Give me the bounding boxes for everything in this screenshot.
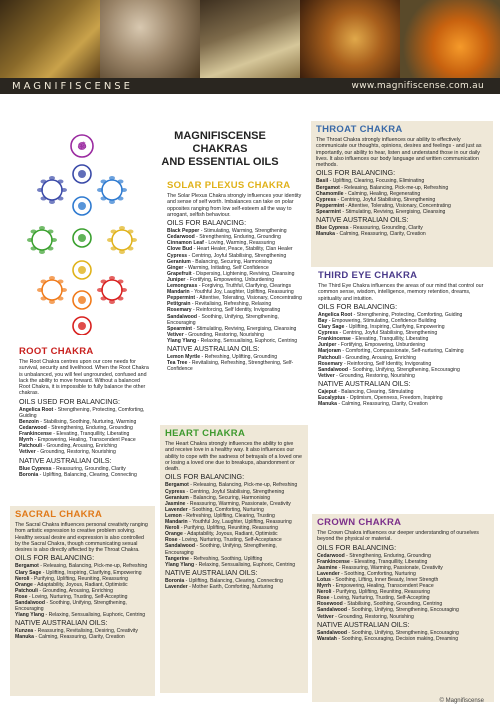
oil-properties: - Adaptability, Joyous, Radiant, Optimistic [32, 581, 128, 588]
oil-list-item [19, 449, 150, 455]
website-url[interactable]: www.magnifiscense.com.au [351, 81, 484, 91]
chakra-petal [57, 296, 63, 300]
oil-properties: - Empowering, Healing, Transcendent Peace [331, 583, 434, 590]
oil-properties: - Forgiving, Truthful, Clarifying, Clearings [197, 283, 291, 290]
oil-name: Neroli [15, 575, 30, 582]
throat-native-oils-heading: NATIVE AUSTRALIAN OILS: [316, 215, 409, 225]
oil-properties: - Centring, Joyful Stabilising, Strengthening [187, 252, 287, 259]
chakra-petal [41, 296, 47, 300]
oil-properties: - Reassuring, Revitalising, Desiring, Creativity [33, 628, 138, 635]
oil-name: Tea Tree [167, 360, 188, 367]
chakra-petal [37, 288, 43, 292]
oil-list-item [165, 562, 303, 568]
throat-oils-heading: OILS FOR BALANCING: [316, 168, 396, 178]
chakra-petal [27, 238, 33, 242]
oil-name: Clove Bud [167, 246, 193, 253]
oil-properties: - Adaptability, Joyous, Radiant, Optimistic [182, 531, 278, 538]
throat-chakra-section [311, 121, 493, 267]
chakra-petal [117, 196, 123, 200]
third-chakra-description: The Third Eye Chakra influences the areas of our mind that control our common sense, wisdom, intelligence, memory retention, dreams, spirituality and intuition. [318, 283, 484, 302]
brand-bar [0, 78, 500, 94]
oil-properties: - Dispersing, Lightening, Reviving, Cleansing [191, 270, 295, 277]
chakra-petal [51, 238, 57, 242]
oil-properties: - Soothing, Lifting, Inner Beauty, Inner Strength [330, 576, 439, 583]
chakra-symbol-center [78, 202, 86, 210]
native-oil-list-item [165, 584, 303, 590]
third-oils-heading: OILS FOR BALANCING: [318, 301, 398, 311]
oil-name: Geranium [165, 494, 189, 501]
oil-name: Vetiver [317, 613, 334, 620]
oil-name: Cajeput [318, 388, 337, 395]
solar-chakra-description: The Solar Plexus Chakra strongly influences your identity and sense of self worth. Imbalances can take on polar opposites ranging from low self-esteem all the way to arrogant, selfish behaviour. [167, 193, 302, 218]
banner-photo-dropper [200, 0, 300, 78]
oil-properties: - Youthful Joy, Laughter, Uplifting, Reassuring [189, 289, 294, 296]
chakra-petal [37, 188, 43, 192]
oil-name: Ylang Ylang [167, 337, 197, 344]
oil-name: Rosemary [167, 307, 192, 314]
oil-name: Jasmine [165, 500, 186, 507]
oil-name: Cedarwood [317, 552, 345, 559]
chakra-petal [111, 230, 117, 234]
oil-name: Bergamot [15, 563, 39, 570]
brand-name: MAGNIFISCENSE [12, 80, 133, 92]
chakra-petal [117, 180, 123, 184]
native-oil-list-item [167, 360, 305, 372]
oil-properties: - Strengthening, Protecting, Comforting, Guiding [19, 406, 145, 419]
oil-properties: - Elevating, Tranquillity, Liberating [350, 336, 429, 343]
oil-name: Bay [318, 317, 328, 324]
oil-name: Peppermint [316, 202, 345, 209]
oil-name: Patchouli [318, 354, 341, 361]
oil-properties: - Uplifting, Clearing, Focusing, Eliminating [328, 178, 425, 185]
chakra-petal [57, 196, 63, 200]
oil-name: Frankincense [318, 336, 351, 343]
oil-name: Ylang Ylang [165, 561, 195, 568]
oil-properties: - Loving, Warming, Reassuring [203, 240, 275, 247]
oil-name: Clary Sage [318, 324, 345, 331]
oil-properties: - Soothing, Encouraging, Decision making, Dreaming [336, 635, 459, 642]
chakra-symbol-center [78, 266, 86, 274]
om-symbol: ॐ [77, 142, 87, 153]
oil-properties: - Relaxing, Sensualising, Euphoric, Centring [44, 612, 146, 619]
chakra-petal [31, 246, 37, 250]
oil-properties: - Soothing, Unifying, Strengthening, Encouraging [347, 607, 459, 614]
oil-name: Eucalyptus [318, 395, 346, 402]
oil-name: Angelica Root [19, 406, 54, 413]
solar-plexus-chakra-section [162, 177, 310, 375]
chakra-petal [49, 300, 55, 304]
oil-properties: - Strengthening, Enduring, Grounding [344, 552, 431, 559]
chakra-petal [97, 188, 103, 192]
oil-properties: - Uplifting, Inspiring, Clarifying, Empowering [41, 569, 142, 576]
oil-list-item [19, 407, 150, 419]
chakra-petal [127, 246, 133, 250]
oil-name: Chamomile [316, 190, 344, 197]
oil-name: Blue Cypress [316, 225, 349, 232]
oil-properties: - Calming, Reassuring, Clarity, Creation [336, 401, 428, 408]
root-chakra-section [14, 343, 155, 481]
chakra-petal [47, 230, 53, 234]
oil-name: Juniper [167, 276, 186, 283]
throat-chakra-title: THROAT CHAKRA [316, 124, 403, 135]
sacral-chakra-section [10, 506, 155, 696]
oil-properties: - Loving, Nurturing, Trusting, Self-Acceptance [177, 537, 282, 544]
oil-list-item [167, 314, 305, 326]
chakra-symbol-center [78, 322, 86, 330]
oil-name: Sandalwood [15, 600, 45, 607]
oil-name: Basil [316, 178, 329, 185]
oil-properties: - Uplifting, Balancing, Clearing, Connecting [184, 577, 283, 584]
oil-properties: - Empowering, Stimulating, Confidence Building [327, 317, 437, 324]
chakra-petal [109, 276, 115, 280]
oil-properties: - Fortifying, Empowering, Unburdening [336, 342, 426, 349]
oil-name: Manuka [318, 401, 337, 408]
oil-name: Blue Cypress [19, 465, 52, 472]
oil-properties: - Balancing, Securing, Harmonising [188, 494, 271, 501]
oil-properties: - Attentive, Tolerating, Visionary, Concentrating [195, 295, 302, 302]
oil-name: Angelica Root [318, 311, 353, 318]
oil-name: Vetiver [318, 372, 335, 379]
chakra-symbol-center [78, 296, 86, 304]
chakra-petal [117, 280, 123, 284]
oil-properties: - Relaxing, Sensualising, Euphoric, Centring [194, 561, 296, 568]
crown-chakra-description: The Crown Chakra influences our deeper understanding of ourselves beyond the physical or material. [317, 530, 479, 543]
oil-name: Ylang Ylang [15, 612, 45, 619]
oil-properties: - Grounding, Restoring, Nourishing [334, 372, 415, 379]
banner-photo-oil-bottle [300, 0, 400, 78]
chakra-petal [127, 230, 133, 234]
oil-properties: - Purifying, Uplifting, Reuniting, Reassuring [331, 589, 430, 596]
oil-name: Rosewood [317, 601, 343, 608]
chakra-petal [109, 176, 115, 180]
oil-name: Jasmine [317, 564, 338, 571]
oil-properties: - Warming, Initiating, Self Confidence [183, 264, 269, 271]
oil-name: Cypress [167, 252, 188, 259]
oil-name: Sandalwood [165, 543, 195, 550]
oil-properties: - Stimulating, Reviving, Energising, Cleansing [191, 325, 297, 332]
solar-chakra-title: SOLAR PLEXUS CHAKRA [167, 180, 291, 191]
oil-properties: - Stabilising, Soothing, Nurturing, Warming [38, 418, 137, 425]
chakra-petal [109, 300, 115, 304]
oil-name: Bergamot [316, 184, 340, 191]
oil-name: Rose [165, 537, 178, 544]
oil-name: Peppermint [167, 295, 196, 302]
oil-name: Tangerine [165, 555, 189, 562]
page-title-line1: MAGNIFISCENSE CHAKRAS [174, 130, 266, 155]
oil-name: Rosemary [318, 360, 343, 367]
oil-properties: - Balancing, Clearing, Stimulating [336, 388, 414, 395]
oil-name: Geranium [167, 258, 191, 265]
oil-name: Manuka [15, 634, 34, 641]
chakra-petal [131, 238, 137, 242]
oil-name: Frankincense [19, 431, 52, 438]
oil-name: Sandalwood [317, 629, 347, 636]
oil-properties: - Fortifying, Empowering, Unburdening [185, 276, 275, 283]
oil-name: Spearmint [316, 208, 341, 215]
oil-name: Boronia [19, 471, 39, 478]
oil-properties: - Revitalising, Refreshing, Relaxing [190, 301, 272, 308]
chakra-petal [61, 288, 67, 292]
oil-properties: - Grounding, Arousing, Enriching [41, 443, 117, 450]
oil-properties: - Centring, Joyful Stabilising, Strengthening [338, 330, 438, 337]
oil-name: Black Pepper [167, 228, 200, 235]
chakra-petal [101, 280, 107, 284]
oil-properties: - Centring, Joyful Stabilising, Strengthening [336, 196, 436, 203]
oil-name: Cypress [165, 488, 186, 495]
oil-name: Cypress [318, 330, 339, 337]
oil-name: Mandarin [165, 519, 188, 526]
oil-properties: - Reassuring, Grounding, Clarity [51, 465, 126, 472]
third-eye-chakra-section [313, 267, 493, 410]
chakra-petal [31, 230, 37, 234]
chakra-petal [107, 238, 113, 242]
oil-name: Bergamot [165, 482, 189, 489]
oil-name: Sandalwood [318, 366, 348, 373]
oil-name: Manuka [316, 231, 335, 238]
oil-name: Sandalwood [167, 313, 197, 320]
oil-properties: - Uplifting, Balancing, Clearing, Connecting [38, 471, 137, 478]
oil-properties: - Grounding, Restoring, Nourishing [333, 613, 414, 620]
oil-properties: - Grounding, Restoring, Nourishing [35, 449, 116, 456]
oil-name: Ginger [167, 264, 184, 271]
oil-name: Patchouli [19, 443, 42, 450]
oil-name: Grapefruit [167, 270, 192, 277]
oil-properties: - Reassuring, Warming, Passionate, Creativity [337, 564, 443, 571]
oil-name: Patchouli [15, 587, 38, 594]
chakra-petal [39, 250, 45, 254]
chakra-petal [119, 250, 125, 254]
oil-properties: - Calming, Reassuring, Clarity, Creation [33, 634, 125, 641]
chakra-petal [109, 200, 115, 204]
chakra-petal [57, 280, 63, 284]
oil-properties: - Uplifting, Inspiring, Clarifying, Empowering [344, 324, 445, 331]
oil-name: Lavender [165, 583, 188, 590]
solar-native-oils-heading: NATIVE AUSTRALIAN OILS: [167, 343, 260, 353]
oil-properties: - Mother Earth, Comforting, Nurturing [187, 583, 274, 590]
oil-properties: - Reassuring, Warming, Passionate, Creativity [185, 500, 291, 507]
oil-name: Frankincense [317, 558, 350, 565]
oil-properties: - Loving, Nurturing, Trusting, Self-Accepting [27, 593, 128, 600]
chakra-petal [49, 200, 55, 204]
third-chakra-title: THIRD EYE CHAKRA [318, 270, 418, 281]
crown-oils-heading: OILS FOR BALANCING: [317, 542, 397, 552]
chakra-petal [101, 180, 107, 184]
oil-name: Kunzea [15, 628, 34, 635]
oil-properties: - Releasing, Balancing, Pick-me-up, Refreshing [339, 184, 449, 191]
oil-name: Petitgrain [167, 301, 191, 308]
oil-properties: - Grounding, Arousing, Enriching [37, 587, 113, 594]
oil-properties: - Comforting, Compassionate, Self-nurturing, Calming [340, 348, 464, 355]
oil-properties: - Strengthening, Enduring, Grounding [46, 425, 133, 432]
third-native-oils-heading: NATIVE AUSTRALIAN OILS: [318, 378, 411, 388]
oil-name: Lavender [165, 506, 188, 513]
oil-properties: - Balancing, Securing, Harmonising [190, 258, 273, 265]
oil-properties: - Releasing, Balancing, Pick-me-up, Refreshing [38, 563, 148, 570]
oil-properties: - Reassuring, Grounding, Clarity [348, 225, 423, 232]
oil-name: Juniper [318, 342, 337, 349]
oil-properties: - Reinforcing, Self Identity, Invigorating [191, 307, 281, 314]
oil-name: Myrrh [19, 437, 34, 444]
oil-properties: - Strengthening, Protecting, Comforting, Guiding [352, 311, 463, 318]
chakra-petal [121, 188, 127, 192]
oil-name: Myrrh [317, 583, 332, 590]
native-oil-list-item [317, 636, 489, 642]
oil-properties: - Heart Healer, Peace, Stability, Clan Healer [192, 246, 293, 253]
chakra-petal [49, 176, 55, 180]
oil-name: Cedarwood [167, 234, 195, 241]
oil-properties: - Soothing, Unifying, Strengthening, Encouraging [15, 600, 127, 613]
oil-name: Rose [15, 593, 28, 600]
chakra-petal [119, 226, 125, 230]
oil-name: Rose [317, 595, 330, 602]
copyright: © Magnifiscense [439, 698, 484, 704]
oil-properties: - Calming, Healing, Regenerating [343, 190, 421, 197]
oil-properties: - Purifying, Uplifting, Reuniting, Reassuring [29, 575, 128, 582]
root-chakra-description: The Root Chakra centres upon our core needs for survival, security and livelihood. When the Root Chakra is unbalanced, you will feel ungrounded, confused and lack the ability to move forward. Without a balanced Root Chakra, it is impossible to fully balance the other chakras. [19, 359, 149, 397]
heart-oils-heading: OILS FOR BALANCING: [165, 472, 245, 482]
chakra-petal [101, 196, 107, 200]
oil-properties: - Soothing, Unifying, Strengthening, Encouraging [348, 366, 460, 373]
oil-name: Mandarin [167, 289, 190, 296]
oil-list-item [165, 543, 303, 555]
oil-name: Lemongrass [167, 283, 198, 290]
oil-name: Waratah [317, 635, 337, 642]
oil-list-item [318, 373, 488, 379]
chakra-petal [41, 180, 47, 184]
crown-chakra-section [312, 514, 494, 702]
heart-chakra-title: HEART CHAKRA [165, 428, 246, 439]
throat-chakra-description: The Throat Chakra strongly influences our ability to effectively communicate our thoughts, opinions, desires and feelings - and just as importantly, our ability to hear, listen and understand those in our daily lives. It also influences our body language and written communication methods. [316, 137, 482, 169]
oil-name: Orange [165, 531, 183, 538]
page-title [150, 130, 290, 169]
oil-properties: - Attentive, Tolerating, Visionary, Concentrating [344, 202, 451, 209]
oil-properties: - Reinforcing, Self Identity, Invigorating [342, 360, 432, 367]
oil-name: Orange [15, 581, 33, 588]
chakra-petal [117, 296, 123, 300]
chakra-petal [41, 280, 47, 284]
oil-properties: - Strengthening, Enduring, Grounding [194, 234, 281, 241]
solar-oils-heading: OILS FOR BALANCING: [167, 218, 247, 228]
heart-chakra-section [160, 425, 308, 693]
oil-properties: - Refreshing, Uplifting, Grounding [200, 353, 278, 360]
oil-properties: - Soothing, Comforting, Nurturing [339, 570, 416, 577]
chakra-petal [111, 246, 117, 250]
oil-properties: - Elevating, Tranquillity, Liberating [349, 558, 428, 565]
chakra-symbols-diagram [12, 130, 152, 335]
oil-properties: - Youthful Joy, Laughter, Uplifting, Reassuring [187, 519, 292, 526]
oil-name: Lemon [165, 512, 182, 519]
native-oil-list-item [15, 634, 150, 640]
chakra-petal [39, 226, 45, 230]
oil-name: Cedarwood [19, 425, 47, 432]
oil-list-item [317, 614, 489, 620]
chakra-petal [49, 276, 55, 280]
chakra-petal [57, 180, 63, 184]
chakra-petal [61, 188, 67, 192]
chakra-petal [97, 288, 103, 292]
sacral-oils-heading: OILS FOR BALANCING: [15, 553, 95, 563]
sacral-chakra-description: The Sacral Chakra influences personal creativity ranging from artistic expression to creative problem solving. Healthy sexual desire and expression is also controlled by the Sacral Chakra, though communicating sexual desires is also directly affected by the Throat Chakra. [15, 522, 148, 554]
oil-properties: - Grounding, Arousing, Enriching [340, 354, 416, 361]
oil-properties: - Soothing, Unifying, Strengthening, Encouraging [167, 313, 279, 326]
oil-properties: - Purifying, Uplifting, Reuniting, Reassuring [179, 525, 278, 532]
native-oil-list-item [19, 472, 150, 478]
chakra-petal [121, 288, 127, 292]
sacral-chakra-title: SACRAL CHAKRA [15, 509, 103, 520]
banner-photo-flower [400, 0, 500, 78]
chakra-petal [41, 196, 47, 200]
oil-properties: - Grounding, Restoring, Nourishing [183, 331, 264, 338]
oil-name: Neroli [165, 525, 180, 532]
oil-name: Vetiver [19, 449, 36, 456]
native-oil-list-item [316, 231, 488, 237]
sacral-native-oils-heading: NATIVE AUSTRALIAN OILS: [15, 618, 108, 628]
oil-name: Cypress [316, 196, 337, 203]
oil-properties: - Refreshing, Soothing, Uplifting [188, 555, 263, 562]
oil-name: Clary Sage [15, 569, 42, 576]
oil-name: Benzoin [19, 418, 39, 425]
oil-properties: - Stimulating, Reviving, Energising, Cleansing [340, 208, 446, 215]
oil-name: Lotus [317, 576, 331, 583]
oil-properties: - Soothing, Comforting, Nurturing [187, 506, 264, 513]
oil-properties: - Refreshing, Uplifting, Clearing, Trusting [181, 512, 275, 519]
root-chakra-title: ROOT CHAKRA [19, 346, 94, 357]
oil-name: Spearmint [167, 325, 192, 332]
oil-name: Lavender [317, 570, 340, 577]
heart-chakra-description: The Heart Chakra strongly influences the ability to give and receive love in a healthy way. It also influences our ability to cope with the sadness of betrayals of a loved one or losing a loved one due to breakups, abandonment or death. [165, 441, 302, 473]
native-oil-list-item [318, 401, 488, 407]
chakra-symbol-center [78, 170, 86, 178]
oil-properties: - Releasing, Balancing, Pick-me-up, Refreshing [188, 482, 298, 489]
oil-properties: - Elevating, Tranquillity, Liberating [51, 431, 130, 438]
chakra-petal [47, 246, 53, 250]
header-photo-banner [0, 0, 500, 78]
oil-properties: - Soothing, Unifying, Strengthening, Encouraging [347, 629, 459, 636]
chakra-petal [101, 296, 107, 300]
crown-native-oils-heading: NATIVE AUSTRALIAN OILS: [317, 619, 410, 629]
oil-properties: - Stimulating, Warming, Strengthening [199, 228, 287, 235]
oil-properties: - Relaxing, Sensualising, Euphoric, Centring [196, 337, 298, 344]
banner-photo-stones [100, 0, 200, 78]
oil-name: Sandalwood [317, 607, 347, 614]
oil-name: Marjoram [318, 348, 341, 355]
oil-properties: - Loving, Nurturing, Trusting, Self-Accepting [329, 595, 430, 602]
oil-list-item [15, 600, 150, 612]
chakra-symbol-center [78, 234, 86, 242]
oil-properties: - Optimism, Openness, Freedom, Inspiring [345, 395, 443, 402]
oil-properties: - Soothing, Unifying, Strengthening, Encouraging [165, 543, 277, 556]
oil-name: Cinnamon Leaf [167, 240, 204, 247]
oil-properties: - Revitalising, Refreshing, Strengthening, Self-Confidence [167, 360, 294, 373]
banner-photo-candle [0, 0, 100, 78]
oil-properties: - Stabilising, Soothing, Grounding, Centring [342, 601, 443, 608]
oil-name: Neroli [317, 589, 332, 596]
oil-name: Lemon Myrtle [167, 353, 201, 360]
heart-native-oils-heading: NATIVE AUSTRALIAN OILS: [165, 567, 258, 577]
root-native-oils-heading: NATIVE AUSTRALIAN OILS: [19, 455, 112, 465]
oil-properties: - Empowering, Healing, Transcendent Peace [33, 437, 136, 444]
oil-properties: - Calming, Reassuring, Clarity, Creation [334, 231, 426, 238]
page-title-line2: AND ESSENTIAL OILS [161, 156, 279, 168]
root-oils-heading: OILS USED FOR BALANCING: [19, 396, 121, 406]
crown-chakra-title: CROWN CHAKRA [317, 517, 402, 528]
oil-name: Boronia [165, 577, 185, 584]
oil-name: Vetiver [167, 331, 184, 338]
oil-properties: - Centring, Joyful Stabilising, Strengthening [185, 488, 285, 495]
